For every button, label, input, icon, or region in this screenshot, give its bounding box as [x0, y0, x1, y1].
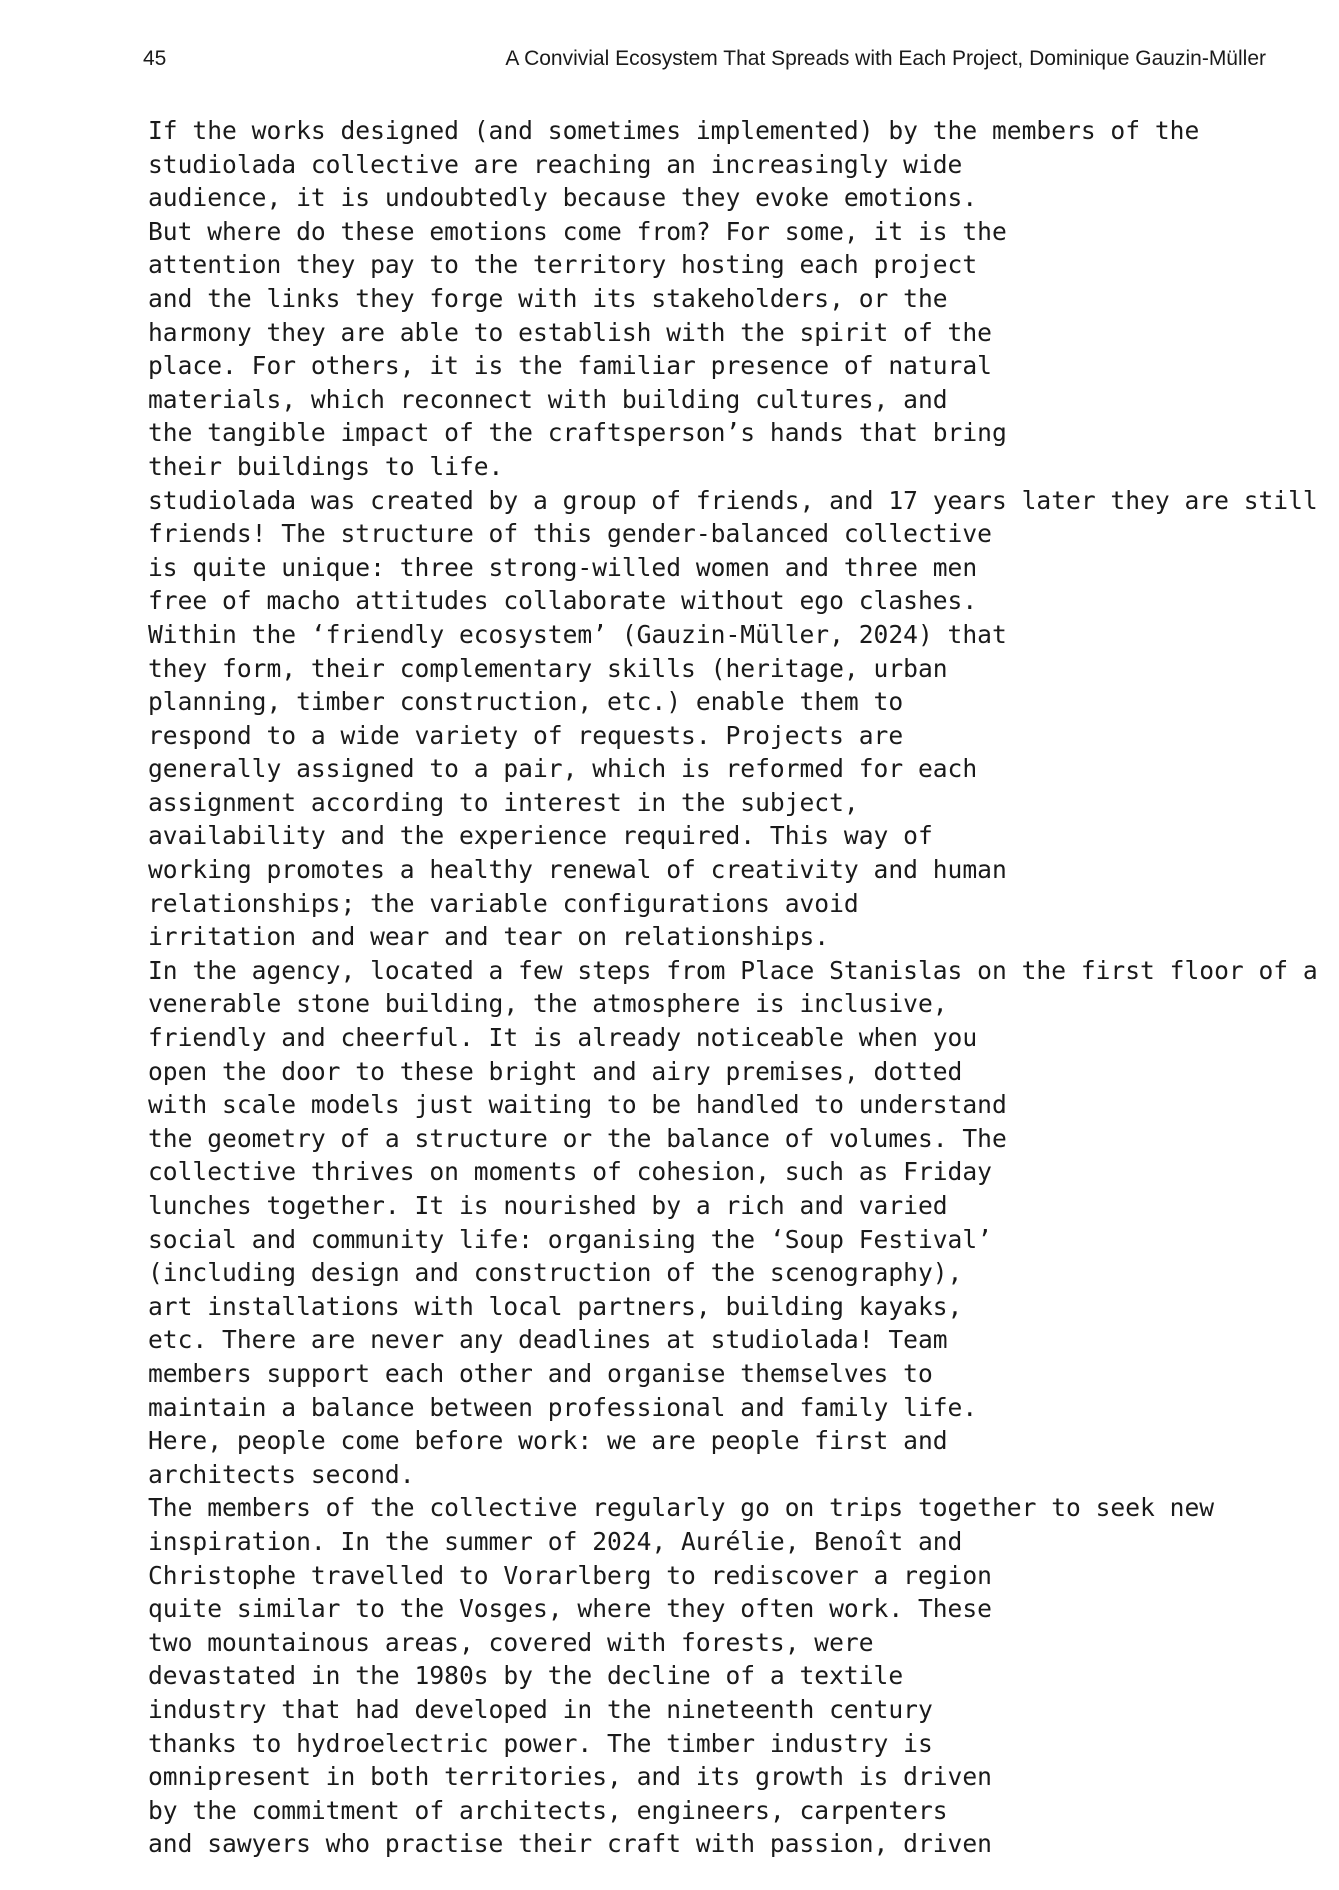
text-line: collective thrives on moments of cohesion, such as Friday: [148, 1157, 992, 1187]
text-line: studiolada collective are reaching an increasingly wide: [148, 149, 963, 179]
text-line: Here, people come before work: we are people first and: [148, 1426, 948, 1456]
text-line: their buildings to life.: [148, 451, 504, 481]
article-body: [148, 114, 1318, 1861]
text-line: irritation and wear and tear on relationships.: [148, 922, 830, 952]
text-line: respond to a wide variety of requests. Projects are: [148, 720, 904, 750]
running-head: A Convivial Ecosystem That Spreads with Each Project, Dominique Gauzin-Müller: [505, 47, 1266, 70]
text-line: In the agency, located a few steps from Place Stanislas on the first floor of a: [148, 955, 1318, 985]
text-line: But where do these emotions come from? For some, it is the: [148, 216, 1007, 246]
text-line: generally assigned to a pair, which is reformed for each: [148, 754, 978, 784]
paragraph-3: [148, 954, 1318, 1492]
text-line: lunches together. It is nourished by a rich and varied: [148, 1191, 948, 1220]
text-line: they form, their complementary skills (heritage, urban: [148, 653, 948, 683]
text-line: the geometry of a structure or the balance of volumes. The: [148, 1123, 1007, 1153]
text-line: quite similar to the Vosges, where they often work. These: [148, 1594, 992, 1624]
text-line: working promotes a healthy renewal of creativity and human: [148, 855, 1007, 885]
text-line: place. For others, it is the familiar presence of natural: [148, 351, 992, 381]
text-line: availability and the experience required. This way of: [148, 821, 933, 851]
text-line: planning, timber construction, etc.) enable them to: [148, 687, 904, 717]
text-line: omnipresent in both territories, and its growth is driven: [148, 1762, 992, 1792]
text-line: etc. There are never any deadlines at studiolada! Team: [148, 1325, 948, 1355]
text-line: the tangible impact of the craftsperson’s hands that bring: [148, 418, 1007, 448]
text-line: relationships; the variable configurations avoid: [148, 888, 859, 918]
text-line: If the works designed (and sometimes implemented) by the members of the: [148, 116, 1200, 145]
text-line: social and community life: organising the ‘Soup Festival’: [148, 1224, 992, 1254]
text-line: assignment according to interest in the subject,: [148, 787, 859, 817]
text-line: maintain a balance between professional and family life.: [148, 1392, 978, 1422]
text-line: friendly and cheerful. It is already noticeable when you: [148, 1023, 978, 1053]
text-line: The members of the collective regularly go on trips together to seek new: [148, 1493, 1215, 1523]
text-line: Christophe travelled to Vorarlberg to rediscover a region: [148, 1560, 992, 1590]
text-line: and sawyers who practise their craft with passion, driven: [148, 1829, 992, 1859]
text-line: architects second.: [148, 1459, 415, 1489]
paragraph-1: [148, 114, 1318, 484]
text-line: free of macho attitudes collaborate without ego clashes.: [148, 586, 978, 616]
text-line: open the door to these bright and airy premises, dotted: [148, 1056, 963, 1086]
text-line: attention they pay to the territory hosting each project: [148, 250, 978, 280]
paragraph-2: [148, 484, 1318, 954]
text-line: inspiration. In the summer of 2024, Aurélie, Benoît and: [148, 1526, 963, 1556]
text-line: is quite unique: three strong-willed women and three men: [148, 552, 978, 582]
text-line: devastated in the 1980s by the decline of a textile: [148, 1661, 904, 1691]
text-line: harmony they are able to establish with the spirit of the: [148, 317, 992, 347]
text-line: by the commitment of architects, engineers, carpenters: [148, 1795, 948, 1825]
text-line: studiolada was created by a group of friends, and 17 years later they are still: [148, 485, 1318, 515]
page-number: 45: [143, 47, 167, 70]
text-line: (including design and construction of the scenography),: [148, 1258, 963, 1288]
text-line: industry that had developed in the nineteenth century: [148, 1694, 933, 1724]
text-line: art installations with local partners, building kayaks,: [148, 1291, 963, 1321]
paragraph-4: [148, 1491, 1318, 1861]
text-line: two mountainous areas, covered with forests, were: [148, 1627, 874, 1657]
text-line: and the links they forge with its stakeholders, or the: [148, 283, 948, 313]
text-line: audience, it is undoubtedly because they evoke emotions.: [148, 183, 978, 213]
text-line: with scale models just waiting to be handled to understand: [148, 1090, 1007, 1120]
text-line: thanks to hydroelectric power. The timber industry is: [148, 1728, 933, 1758]
text-line: materials, which reconnect with building cultures, and: [148, 384, 948, 414]
text-line: members support each other and organise themselves to: [148, 1358, 933, 1388]
text-line: Within the ‘friendly ecosystem’ (Gauzin-Müller, 2024) that: [148, 619, 1007, 649]
text-line: friends! The structure of this gender-balanced collective: [148, 519, 992, 549]
text-line: venerable stone building, the atmosphere is inclusive,: [148, 989, 948, 1019]
